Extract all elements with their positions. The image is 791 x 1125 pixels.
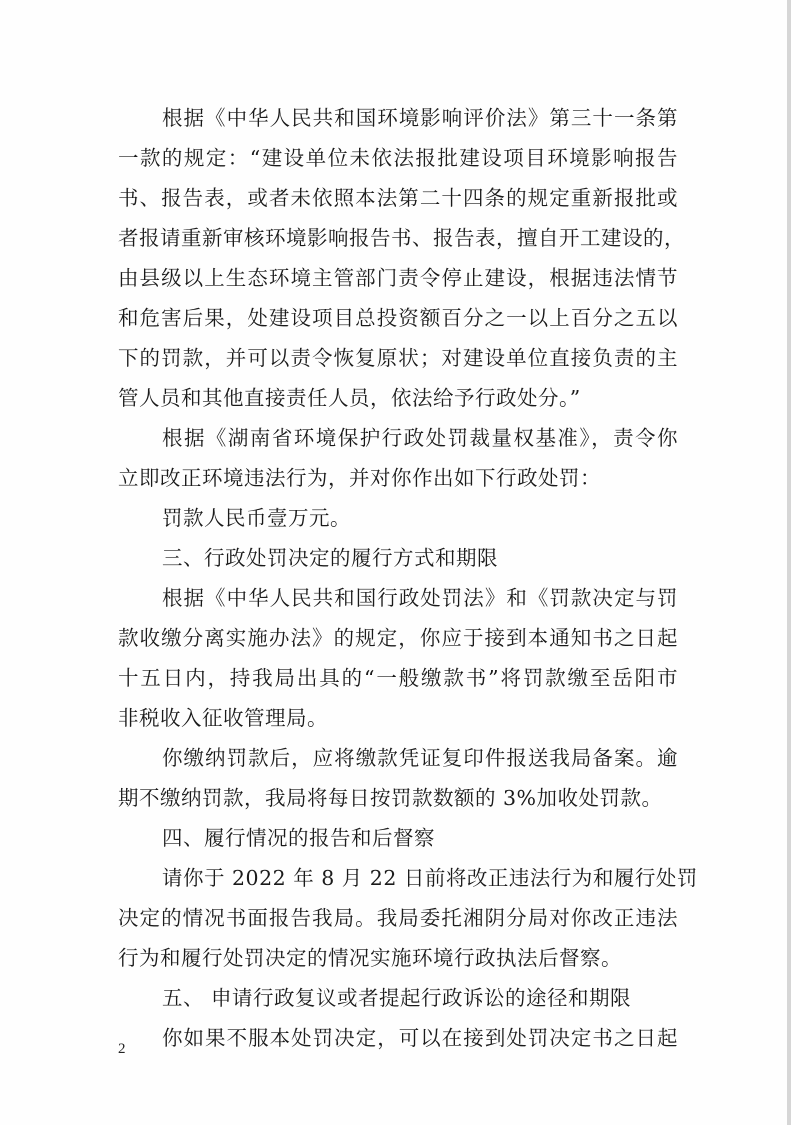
paragraph-line: 管人员和其他直接责任人员，依法给予行政处分。” — [118, 386, 581, 410]
paragraph-line: 你如果不服本处罚决定，可以在接到处罚决定书之日起 — [162, 1026, 678, 1050]
page-number: 2 — [118, 1041, 126, 1057]
paragraph-line: 立即改正环境违法行为，并对你作出如下行政处罚： — [118, 466, 601, 490]
paragraph-line: 行为和履行处罚决定的情况实施环境行政执法后督察。 — [118, 946, 622, 970]
paragraph-line: 者报请重新审核环境影响报告书、报告表，擅自开工建设的， — [118, 226, 685, 250]
paragraph-line: 书、报告表，或者未依照本法第二十四条的规定重新报批或 — [118, 186, 678, 210]
paragraph-line: 十五日内，持我局出具的“一般缴款书”将罚款缴至岳阳市 — [118, 666, 678, 690]
section-heading-4: 四、履行情况的报告和后督察 — [162, 826, 435, 850]
paragraph-line: 根据《湖南省环境保护行政处罚裁量权基准》，责令你 — [162, 426, 678, 450]
paragraph-line: 决定的情况书面报告我局。我局委托湘阴分局对你改正违法 — [118, 906, 678, 930]
section-heading-3: 三、行政处罚决定的履行方式和期限 — [162, 546, 498, 570]
paragraph-line: 款收缴分离实施办法》的规定，你应于接到本通知书之日起 — [118, 626, 678, 650]
paragraph-line: 根据《中华人民共和国行政处罚法》和《罚款决定与罚 — [162, 586, 678, 610]
paragraph-line: 和危害后果，处建设项目总投资额百分之一以上百分之五以 — [118, 306, 678, 330]
page-edge-shadow — [787, 0, 791, 1125]
section-heading-5: 五、 申请行政复议或者提起行政诉讼的途径和期限 — [162, 986, 632, 1010]
paragraph-line: 请你于 2022 年 8 月 22 日前将改正违法行为和履行处罚 — [162, 866, 698, 890]
paragraph-line: 你缴纳罚款后，应将缴款凭证复印件报送我局备案。逾 — [162, 746, 678, 770]
paragraph-line: 非税收入征收管理局。 — [118, 706, 328, 730]
paragraph-line: 一款的规定：“建设单位未依法报批建设项目环境影响报告 — [118, 146, 678, 170]
paragraph-line: 由县级以上生态环境主管部门责令停止建设，根据违法情节 — [118, 266, 678, 290]
paragraph-line: 下的罚款，并可以责令恢复原状；对建设单位直接负责的主 — [118, 346, 678, 370]
paragraph-line: 根据《中华人民共和国环境影响评价法》第三十一条第 — [162, 106, 678, 130]
penalty-amount-line: 罚款人民币壹万元。 — [162, 506, 351, 530]
paragraph-line: 期不缴纳罚款，我局将每日按罚款数额的 3%加收处罚款。 — [118, 786, 663, 810]
